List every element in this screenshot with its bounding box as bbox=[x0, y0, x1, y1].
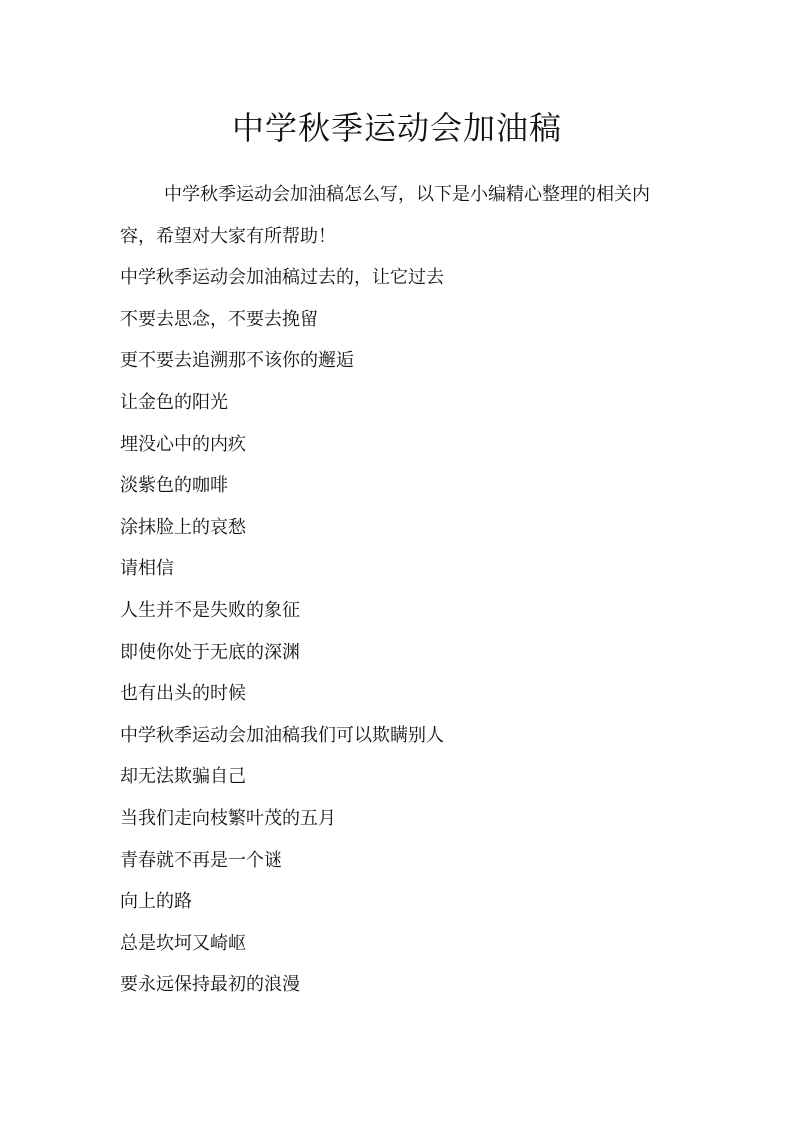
text-line: 淡紫色的咖啡 bbox=[120, 475, 228, 497]
text-line: 人生并不是失败的象征 bbox=[120, 599, 300, 621]
text-line: 即使你处于无底的深渊 bbox=[120, 641, 300, 663]
document-title: 中学秋季运动会加油稿 bbox=[231, 109, 562, 147]
text-line: 青春就不再是一个谜 bbox=[120, 849, 282, 871]
text-line: 也有出头的时候 bbox=[120, 683, 246, 705]
text-line: 涂抹脸上的哀愁 bbox=[120, 516, 246, 538]
intro-paragraph: 中学秋季运动会加油稿怎么写，以下是小编精心整理的相关内容，希望对大家有所帮助！ bbox=[120, 184, 650, 247]
document-body bbox=[120, 174, 680, 1006]
text-line: 当我们走向枝繁叶茂的五月 bbox=[120, 807, 336, 829]
text-line: 更不要去追溯那不该你的邂逅 bbox=[120, 350, 354, 372]
text-line: 向上的路 bbox=[120, 891, 192, 913]
text-line: 埋没心中的内疚 bbox=[120, 433, 246, 455]
text-line: 中学秋季运动会加油稿我们可以欺瞒别人 bbox=[120, 724, 444, 746]
text-line: 总是坎坷又崎岖 bbox=[120, 932, 246, 954]
text-line: 请相信 bbox=[120, 558, 174, 580]
text-line: 却无法欺骗自己 bbox=[120, 766, 246, 788]
text-line: 让金色的阳光 bbox=[120, 391, 228, 413]
text-line: 要永远保持最初的浪漫 bbox=[120, 974, 300, 996]
text-line: 中学秋季运动会加油稿过去的，让它过去 bbox=[120, 267, 444, 289]
text-line: 不要去思念，不要去挽留 bbox=[120, 308, 318, 330]
